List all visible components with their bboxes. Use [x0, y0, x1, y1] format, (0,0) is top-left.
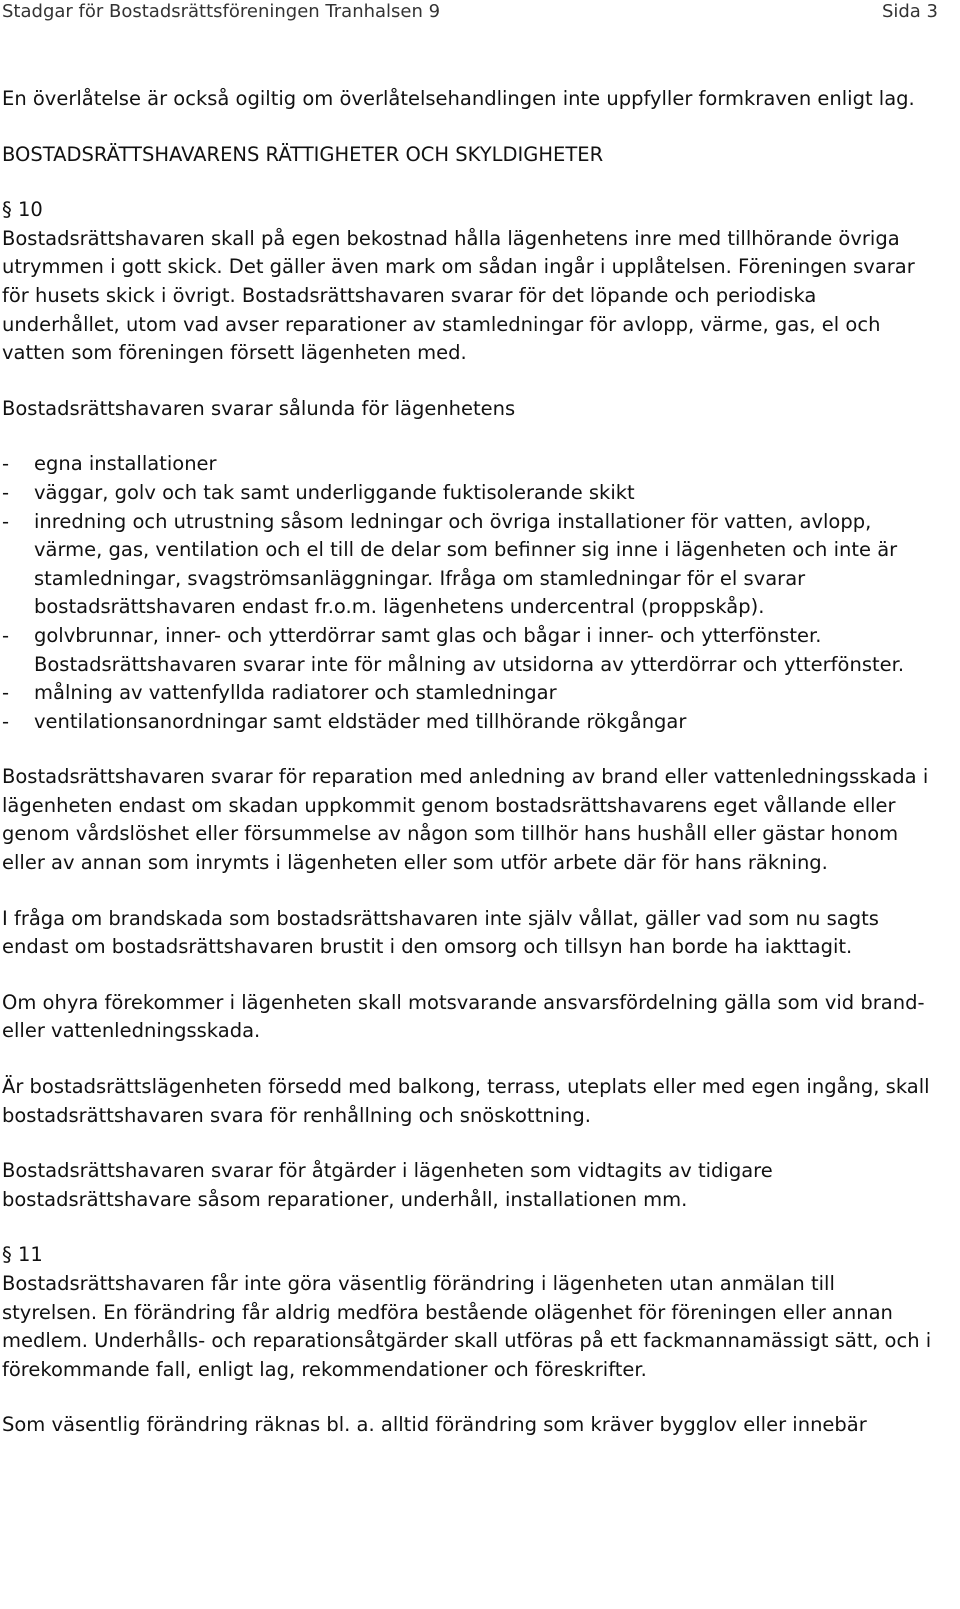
list-marker: - [2, 509, 10, 533]
paragraph-11-text: Bostadsrättshavaren får inte göra väsentlig förändring i lägenheten utan anmälan till styrelsen. En förändring får aldrig medföra bestående olägenhet för föreningen eller annan medlem. Underhålls- och reparationsåtgärder skall utföras på ett fackmannamässigt sätt, och i förekommande fall, enligt lag, rekommendationer och föreskrifter. [2, 1272, 932, 1381]
document-title: Stadgar för Bostadsrättsföreningen Tranhalsen 9 [2, 1, 441, 22]
list-item: - inredning och utrustning såsom ledningar och övriga installationer för vatten, avlopp, värme, gas, ventilation och el till de delar som befinner sig inne i lägenheten och inte är stamledningar, svagströmsanläggningar. Ifråga om stamledningar för el svarar bostadsrättshavaren endast fr.o.m. lägenhetens undercentral (proppskåp). [2, 509, 898, 619]
brand-paragraph: Bostadsrättshavaren svarar för reparation med anledning av brand eller vattenledningsskada i lägenheten endast om skadan uppkommit genom bostadsrättshavarens eget vållande eller genom vårdslöshet eller försummelse av någon som tillhör hans hushåll eller gästar honom eller av annan som inrymts i lägenheten eller som utför arbete där för hans räkning. [2, 765, 929, 875]
list-marker: - [2, 681, 10, 705]
page-number: Sida 3 [881, 1, 938, 22]
list-marker: - [2, 480, 10, 504]
last-paragraph: Som väsentlig förändring räknas bl. a. alltid förändring som kräver bygglov eller innebär [2, 1413, 867, 1437]
balkong-paragraph: Är bostadsrättslägenheten försedd med balkong, terrass, uteplats eller med egen ingång, skall bostadsrättshavaren svara för renhållning och snöskottning. [2, 1075, 930, 1127]
responsibility-list [2, 450, 932, 736]
list-item: - egna installationer [2, 450, 932, 479]
list-item: - målning av vattenfyllda radiatorer och stamledningar [2, 679, 932, 708]
paragraph-number-10: § 10 [2, 198, 43, 222]
list-item: - golvbrunnar, inner- och ytterdörrar samt glas och bågar i inner- och ytterfönster. Bostadsrättshavaren svarar inte för målning av utsidorna av ytterdörrar och ytterfönster. [2, 623, 905, 676]
intro-paragraph: En överlåtelse är också ogiltig om överlåtelsehandlingen inte uppfyller formkraven enligt lag. [2, 87, 915, 110]
list-item: - ventilationsanordningar samt eldstäder med tillhörande rökgångar [2, 708, 932, 737]
atgarder-paragraph: Bostadsrättshavaren svarar för åtgärder i lägenheten som vidtagits av tidigare bostadsrättshavare såsom reparationer, underhåll, installationen mm. [2, 1159, 773, 1211]
list-marker: - [2, 709, 10, 733]
page-header [0, 0, 960, 26]
list-item: - väggar, golv och tak samt underliggande fuktisolerande skikt [2, 479, 932, 508]
brandskada-paragraph: I fråga om brandskada som bostadsrättshavaren inte själv vållat, gäller vad som nu sagts endast om bostadsrättshavaren brustit i den omsorg och tillsyn han borde ha iakttagit. [2, 906, 879, 959]
list-marker: - [2, 623, 10, 647]
document-body [2, 85, 932, 1440]
paragraph-number-11: § 11 [2, 1243, 43, 1267]
ohyra-paragraph: Om ohyra förekommer i lägenheten skall motsvarande ansvarsfördelning gälla som vid brand- eller vattenledningsskada. [2, 990, 925, 1043]
section-heading: BOSTADSRÄTTSHAVARENS RÄTTIGHETER OCH SKYLDIGHETER [2, 142, 604, 166]
list-intro: Bostadsrättshavaren svarar sålunda för lägenhetens [2, 396, 516, 420]
paragraph-10-text: Bostadsrättshavaren skall på egen bekostnad hålla lägenhetens inre med tillhörande övriga utrymmen i gott skick. Det gäller även mark om sådan ingår i upplåtelsen. Föreningen svarar för husets skick i övrigt. Bostadsrättshavaren svarar för det löpande och periodiska underhållet, utom vad avser reparationer av stamledningar för avlopp, värme, gas, el och vatten som föreningen försett lägenheten med. [2, 226, 915, 365]
list-marker: - [2, 452, 10, 476]
